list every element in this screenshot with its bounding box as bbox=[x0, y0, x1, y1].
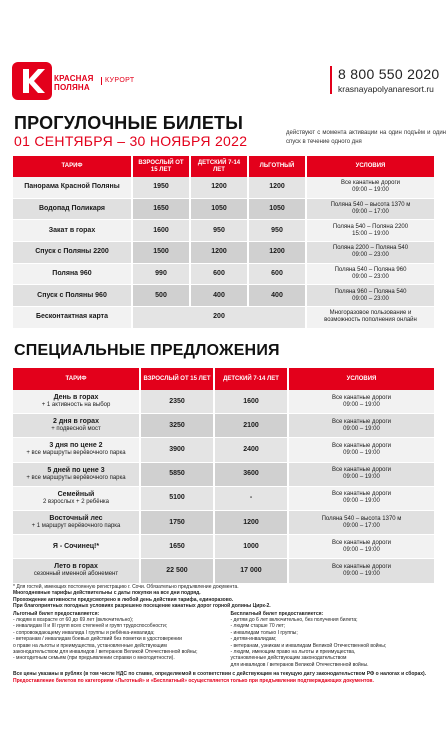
conditions-line: 09:00 – 17:00 bbox=[343, 522, 380, 529]
tariff-cell bbox=[13, 438, 141, 462]
price-child: 1050 bbox=[191, 199, 249, 221]
website-link[interactable]: krasnayapolyanaresort.ru bbox=[338, 84, 434, 94]
benefits-columns bbox=[13, 611, 438, 669]
table-row bbox=[13, 463, 434, 487]
conditions-cell bbox=[289, 463, 434, 487]
tariff-cell bbox=[13, 511, 141, 535]
conditions-line: 09:00 – 23:00 bbox=[352, 252, 389, 259]
conditions-line: 09:00 – 19:00 bbox=[343, 474, 380, 481]
table-row-card bbox=[13, 307, 434, 329]
footer-notes bbox=[13, 584, 438, 684]
conditions-cell bbox=[289, 414, 434, 438]
conditions-line: Поляна 2200 – Поляна 540 bbox=[332, 245, 409, 252]
conditions-line: Поляна 540 – высота 1370 м bbox=[321, 515, 402, 522]
table-row bbox=[13, 414, 434, 438]
table-row bbox=[13, 220, 434, 242]
tariff-subtitle: + все маршруты верёвочного парка bbox=[26, 450, 126, 457]
tariff-name: 3 дня по цене 2 bbox=[49, 442, 103, 450]
price-adult: 5100 bbox=[141, 487, 215, 511]
conditions-cell bbox=[289, 438, 434, 462]
discount-ticket-item: о праве на льготы и преимущества, установленные действующим bbox=[13, 642, 167, 649]
special-offers-title: СПЕЦИАЛЬНЫЕ ПРЕДЛОЖЕНИЯ bbox=[14, 342, 280, 359]
tariff-cell bbox=[13, 487, 141, 511]
special-offers-table bbox=[13, 368, 434, 584]
brand-name-line2: ПОЛЯНА bbox=[54, 83, 90, 92]
header bbox=[0, 0, 447, 108]
price-child: 600 bbox=[191, 264, 249, 286]
conditions-line: Многоразовое пользование и bbox=[329, 310, 412, 317]
header-tariff: ТАРИФ bbox=[13, 368, 141, 390]
conditions-line: 09:00 – 23:00 bbox=[352, 295, 389, 302]
header-adult: ВЗРОСЛЫЙ ОТ 15 ЛЕТ bbox=[133, 156, 191, 177]
table-row bbox=[13, 559, 434, 583]
header-tariff: ТАРИФ bbox=[13, 156, 133, 177]
brand-resort: КУРОРТ bbox=[101, 77, 135, 85]
free-ticket-item: - ветеранам, узникам и инвалидам Великой Отечественной войны; bbox=[230, 642, 387, 649]
conditions-line: Все канатные дороги bbox=[331, 418, 392, 425]
tariff-name: Восточный лес bbox=[49, 515, 103, 523]
price-child: 950 bbox=[191, 220, 249, 242]
table-header-row bbox=[13, 156, 434, 177]
price-child: 1600 bbox=[215, 390, 289, 414]
discount-ticket-item: - многодетным семьям (при предъявлении справки о многодетности). bbox=[13, 655, 175, 662]
table-row bbox=[13, 390, 434, 414]
table-row bbox=[13, 177, 434, 199]
header-child: ДЕТСКИЙ 7-14 ЛЕТ bbox=[191, 156, 249, 177]
table-row bbox=[13, 511, 434, 535]
conditions-line: 15:00 – 19:00 bbox=[352, 230, 389, 237]
brand-name-line1: КРАСНАЯ bbox=[54, 74, 94, 83]
tariff-name: Семейный bbox=[57, 490, 95, 498]
conditions-cell bbox=[289, 511, 434, 535]
tariff-name: Панорама Красной Поляны bbox=[13, 177, 133, 199]
price-adult: 1750 bbox=[141, 511, 215, 535]
tariff-cell bbox=[13, 535, 141, 559]
tariff-subtitle: + 1 маршрут верёвочного парка bbox=[31, 523, 121, 530]
tariff-name: Спуск с Поляны 960 bbox=[13, 285, 133, 307]
price-discount: 1050 bbox=[249, 199, 307, 221]
price-adult: 5850 bbox=[141, 463, 215, 487]
footnote-activity: Прохождение активности предусмотрено в любой день действия тарифа, единоразово. bbox=[13, 596, 234, 603]
conditions-line: Поляна 540 – Поляна 960 bbox=[334, 267, 407, 274]
free-ticket-item: для инвалидов / ветеранов Великой Отечественной войны. bbox=[230, 661, 369, 668]
price-child: 17 000 bbox=[215, 559, 289, 583]
conditions-line: Поляна 540 – высота 1370 м bbox=[330, 202, 411, 209]
table-row bbox=[13, 199, 434, 221]
tariff-name: 2 дня в горах bbox=[53, 418, 99, 426]
discount-ticket-item: - людям в возрасте от 60 до 69 лет (включительно); bbox=[13, 617, 134, 624]
conditions-cell bbox=[307, 307, 434, 329]
discount-ticket-item: - сопровождающему инвалида I группы и ребёнка-инвалида; bbox=[13, 629, 155, 636]
price-child: 1200 bbox=[215, 511, 289, 535]
price-adult: 1650 bbox=[133, 199, 191, 221]
tariff-name: Спуск с Поляны 2200 bbox=[13, 242, 133, 264]
tariff-cell bbox=[13, 390, 141, 414]
tariff-name: Поляна 960 bbox=[13, 264, 133, 286]
free-ticket-item: - детям-инвалидам; bbox=[230, 636, 277, 643]
footnote-weather: При благоприятных погодных условиях разрешено посещение канатных дорог горной долины Цирк-2. bbox=[13, 603, 271, 610]
conditions-line: 09:00 – 19:00 bbox=[343, 449, 380, 456]
discount-ticket-title: Льготный билет предоставляется: bbox=[13, 610, 100, 617]
table-row bbox=[13, 242, 434, 264]
price-discount: 600 bbox=[249, 264, 307, 286]
conditions-line: Все канатные дороги bbox=[331, 491, 392, 498]
tariff-subtitle: 2 взрослых + 2 ребёнка bbox=[43, 498, 109, 505]
tariff-name: Бесконтактная карта bbox=[13, 307, 133, 329]
krasnaya-polyana-logo-icon bbox=[12, 62, 52, 100]
conditions-line: Поляна 540 – Поляна 2200 bbox=[332, 223, 409, 230]
free-ticket-item: установленные действующим законодательством bbox=[230, 655, 347, 662]
price-adult: 1600 bbox=[133, 220, 191, 242]
conditions-line: 09:00 – 23:00 bbox=[352, 274, 389, 281]
discount-ticket-item: законодательством для инвалидов / ветеранов Великой Отечественной войны; bbox=[13, 649, 198, 656]
tariff-cell bbox=[13, 463, 141, 487]
price-child: 1000 bbox=[215, 535, 289, 559]
phone-number[interactable]: 8 800 550 2020 bbox=[338, 66, 440, 82]
tariff-cell bbox=[13, 414, 141, 438]
conditions-cell bbox=[307, 285, 434, 307]
price-child: 1200 bbox=[191, 242, 249, 264]
table-row bbox=[13, 285, 434, 307]
conditions-line: Все канатные дороги bbox=[331, 467, 392, 474]
free-ticket-item: - людям старше 70 лет; bbox=[230, 623, 286, 630]
walking-tickets-table bbox=[13, 156, 434, 329]
free-ticket-item: - детям до 6 лет включительно, без получения билета; bbox=[230, 617, 358, 624]
tariff-name: Закат в горах bbox=[13, 220, 133, 242]
price-discount: 1200 bbox=[249, 177, 307, 199]
tariff-name: День в горах bbox=[53, 394, 99, 402]
tariff-subtitle: + подвесной мост bbox=[51, 426, 101, 433]
table-row bbox=[13, 487, 434, 511]
price-child: 1200 bbox=[191, 177, 249, 199]
conditions-cell bbox=[289, 535, 434, 559]
tariff-name: Я - Сочинец!* bbox=[52, 542, 100, 550]
tariff-subtitle: + все маршруты верёвочного парка bbox=[26, 474, 126, 481]
price-adult: 2350 bbox=[141, 390, 215, 414]
tariff-name: Водопад Поликаря bbox=[13, 199, 133, 221]
discount-ticket-item: - инвалидам II и III групп всех степеней и групп трудоспособности; bbox=[13, 623, 168, 630]
header-child: ДЕТСКИЙ 7-14 ЛЕТ bbox=[215, 368, 289, 390]
table-row bbox=[13, 438, 434, 462]
conditions-cell bbox=[307, 242, 434, 264]
footnote-multiday: Многодневные тарифы действительны с даты покупки на все дни подряд. bbox=[13, 590, 201, 597]
header-conditions: УСЛОВИЯ bbox=[307, 156, 434, 177]
price-child: - bbox=[215, 487, 289, 511]
conditions-line: Все канатные дороги bbox=[331, 442, 392, 449]
conditions-cell bbox=[307, 199, 434, 221]
price-discount: 400 bbox=[249, 285, 307, 307]
tariff-name: Лето в горах bbox=[54, 563, 98, 571]
conditions-line: Поляна 960 – Поляна 540 bbox=[334, 288, 407, 295]
conditions-cell bbox=[289, 390, 434, 414]
price-adult: 22 500 bbox=[141, 559, 215, 583]
conditions-line: 09:00 – 17:00 bbox=[352, 209, 389, 216]
free-ticket-item: - людям, имеющим право на льготы и преимущества, bbox=[230, 649, 356, 656]
header-adult: ВЗРОСЛЫЙ ОТ 15 ЛЕТ bbox=[141, 368, 215, 390]
free-ticket-item: - инвалидам только I группы; bbox=[230, 629, 298, 636]
price-discount: 1200 bbox=[249, 242, 307, 264]
conditions-cell bbox=[289, 559, 434, 583]
walking-tickets-period: 01 СЕНТЯБРЯ – 30 НОЯБРЯ 2022 bbox=[14, 133, 248, 149]
conditions-cell bbox=[307, 220, 434, 242]
conditions-line: 09:00 – 19:00 bbox=[343, 401, 380, 408]
tariff-cell bbox=[13, 559, 141, 583]
table-header-row bbox=[13, 368, 434, 390]
tariff-name: 5 дней по цене 3 bbox=[47, 466, 105, 474]
footnote-sochi: * Для гостей, имеющих постоянную регистрацию г. Сочи. Обязательно предъявление документа. bbox=[13, 584, 239, 590]
conditions-line: 09:00 – 19:00 bbox=[343, 570, 380, 577]
prices-note: Все цены указаны в рублях (в том числе НДС по ставке, определяемой в соответствии с действующим на текущую дату законодательством РФ о налогах и сборах). bbox=[13, 671, 427, 678]
tariff-subtitle: + 1 активность на выбор bbox=[41, 402, 111, 409]
table-row bbox=[13, 264, 434, 286]
conditions-line: 09:00 – 19:00 bbox=[343, 546, 380, 553]
header-discount: ЛЬГОТНЫЙ bbox=[249, 156, 307, 177]
header-conditions: УСЛОВИЯ bbox=[289, 368, 434, 390]
contact-divider bbox=[330, 66, 332, 94]
conditions-line: Все канатные дороги bbox=[331, 563, 392, 570]
price-adult: 1650 bbox=[141, 535, 215, 559]
conditions-cell bbox=[289, 487, 434, 511]
conditions-line: Все канатные дороги bbox=[331, 394, 392, 401]
conditions-line: возможность пополнения онлайн bbox=[324, 317, 417, 324]
price-discount: 950 bbox=[249, 220, 307, 242]
conditions-line: 09:00 – 19:00 bbox=[343, 498, 380, 505]
documents-note: Предоставление билетов по категориям «Льготный» и «Бесплатный» осуществляется только при предъявлении подтверждающих документов. bbox=[13, 677, 374, 684]
conditions-line: Все канатные дороги bbox=[331, 539, 392, 546]
price-child: 2400 bbox=[215, 438, 289, 462]
walking-tickets-title: ПРОГУЛОЧНЫЕ БИЛЕТЫ bbox=[14, 113, 244, 133]
table-row bbox=[13, 535, 434, 559]
price-adult: 990 bbox=[133, 264, 191, 286]
price-child: 3600 bbox=[215, 463, 289, 487]
conditions-line: 09:00 – 19:00 bbox=[343, 425, 380, 432]
walking-tickets-note: действуют с момента активации на один подъём и один спуск в течение одного дня bbox=[286, 130, 446, 145]
discount-ticket-item: - ветеранам / инвалидам боевых действий без пометки в удостоверении bbox=[13, 636, 182, 643]
price-child: 400 bbox=[191, 285, 249, 307]
price-adult: 500 bbox=[133, 285, 191, 307]
brand-name bbox=[54, 74, 94, 92]
free-ticket-info bbox=[231, 611, 439, 669]
discount-ticket-info bbox=[13, 611, 221, 669]
conditions-line: Все канатные дороги bbox=[340, 180, 401, 187]
free-ticket-title: Бесплатный билет предоставляется: bbox=[230, 610, 324, 617]
conditions-cell bbox=[307, 264, 434, 286]
conditions-line: 09:00 – 19:00 bbox=[352, 187, 389, 194]
price-adult: 1500 bbox=[133, 242, 191, 264]
tariff-subtitle: сезонный именной абонемент bbox=[33, 571, 119, 578]
price-child: 2100 bbox=[215, 414, 289, 438]
price-adult: 3250 bbox=[141, 414, 215, 438]
price-adult: 3900 bbox=[141, 438, 215, 462]
price-card: 200 bbox=[133, 307, 307, 329]
price-adult: 1950 bbox=[133, 177, 191, 199]
conditions-cell bbox=[307, 177, 434, 199]
